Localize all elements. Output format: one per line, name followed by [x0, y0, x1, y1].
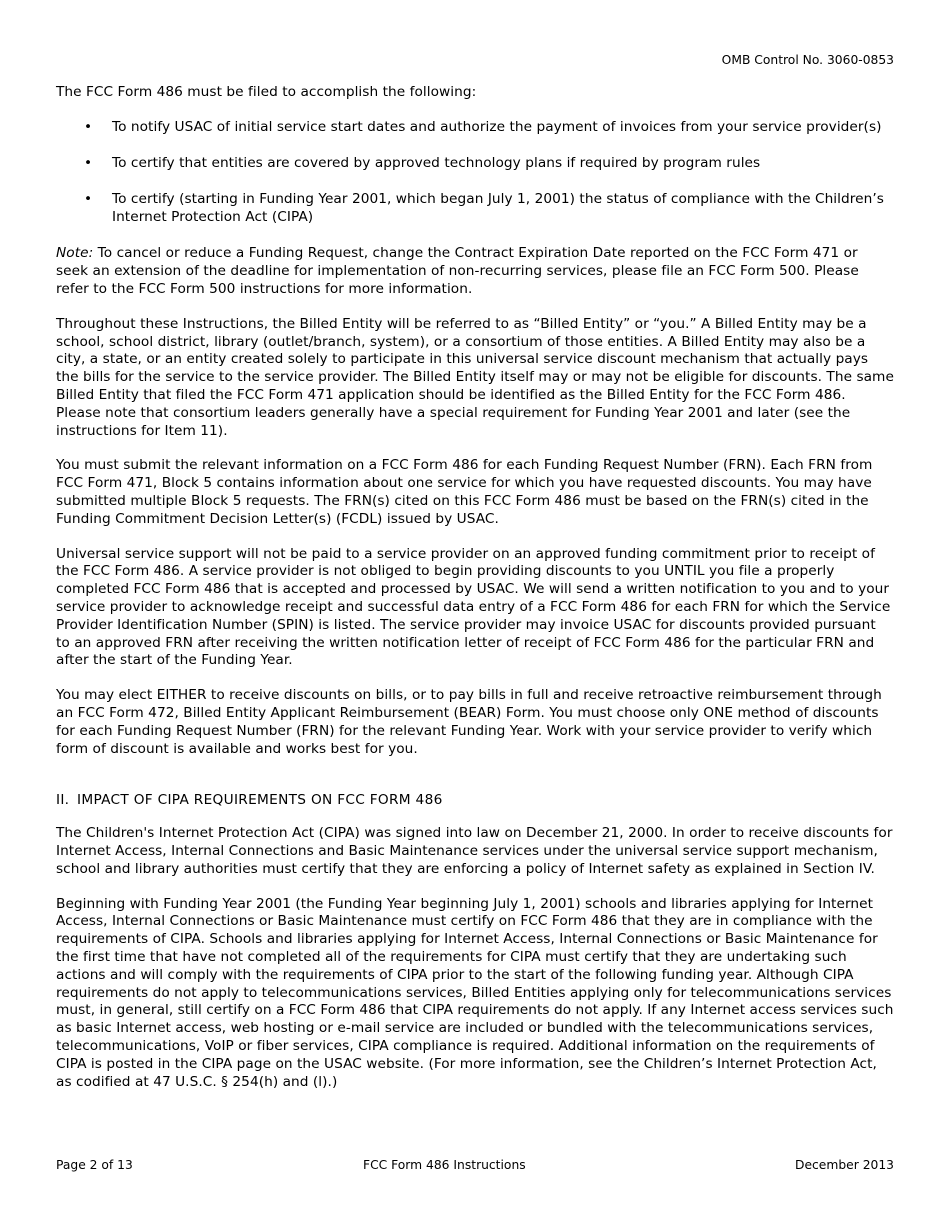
- cipa-requirements-paragraph: Beginning with Funding Year 2001 (the Funding Year beginning July 1, 2001) schools and libraries applying for Internet Access, Internal Connections or Basic Maintenance must certify on FCC Form 486 that they are in compliance with the requirements of CIPA. Schools and libraries applying for Internet Access, Internal Connections or Basic Maintenance for the first time that have not completed all of the requirements for CIPA must certify that they are undertaking such actions and will comply with the requirements of CIPA prior to the start of the following funding year. Although CIPA requirements do not apply to telecommunications services, Billed Entities applying only for telecommunications services must, in general, still certify on a FCC Form 486 that CIPA requirements do not apply. If any Internet access services such as basic Internet access, web hosting or e-mail service are included or bundled with the telecommunications services, telecommunications, VoIP or fiber services, CIPA compliance is required. Additional information on the requirements of CIPA is posted in the CIPA page on the USAC website. (For more information, see the Children’s Internet Protection Act, as codified at 47 U.S.C. § 254(h) and (l).): [56, 895, 894, 1090]
- document-body: [56, 84, 894, 1108]
- note-paragraph: [56, 245, 894, 298]
- bullet-icon: •: [84, 155, 93, 172]
- bullet-icon: •: [84, 191, 93, 208]
- section-number: II.: [56, 792, 70, 809]
- footer-document-title: FCC Form 486 Instructions: [363, 1158, 526, 1172]
- section-heading: [56, 792, 894, 810]
- document-page: [56, 0, 894, 1230]
- billed-entity-paragraph: Throughout these Instructions, the Billed Entity will be referred to as “Billed Entity” or “you.” A Billed Entity may be a school, school district, library (outlet/branch, system), or a consortium of those entities. A Billed Entity may also be a city, a state, or an entity created solely to participate in this universal service discount mechanism that actually pays the bills for the service to the service provider. The Billed Entity itself may or may not be eligible for discounts. The same Billed Entity that filed the FCC Form 471 application should be identified as the Billed Entity for the FCC Form 486. Please note that consortium leaders generally have a special requirement for Funding Year 2001 and later (see the instructions for Item 11).: [56, 315, 894, 439]
- elect-discount-paragraph: You may elect EITHER to receive discounts on bills, or to pay bills in full and receive retroactive reimbursement through an FCC Form 472, Billed Entity Applicant Reimbursement (BEAR) Form. You must choose only ONE method of discounts for each Funding Request Number (FRN) for the relevant Funding Year. Work with your service provider to verify which form of discount is available and works best for you.: [56, 687, 882, 757]
- bullet-icon: •: [84, 118, 93, 135]
- page-number: Page 2 of 13: [56, 1158, 133, 1172]
- list-item: [56, 191, 894, 227]
- list-item: [56, 155, 894, 173]
- intro-paragraph: The FCC Form 486 must be filed to accomplish the following:: [56, 84, 477, 100]
- footer-date: December 2013: [795, 1158, 894, 1172]
- purpose-list: [56, 119, 894, 227]
- submit-frn-paragraph: You must submit the relevant information on a FCC Form 486 for each Funding Request Number (FRN). Each FRN from FCC Form 471, Block 5 contains information about one service for which you have requested discounts. You may have submitted multiple Block 5 requests. The FRN(s) cited on this FCC Form 486 must be based on the FRN(s) cited in the Funding Commitment Decision Letter(s) (FCDL) issued by USAC.: [56, 457, 873, 527]
- cipa-intro-paragraph: The Children's Internet Protection Act (CIPA) was signed into law on December 21, 2000. In order to receive discounts for Internet Access, Internal Connections and Basic Maintenance services under the universal service support mechanism, school and library authorities must certify that they are enforcing a policy of Internet safety as explained in Section IV.: [56, 825, 893, 877]
- omb-control-number: OMB Control No. 3060-0853: [721, 53, 894, 67]
- section-title: IMPACT OF CIPA REQUIREMENTS ON FCC FORM 486: [77, 792, 443, 809]
- list-item-text: To notify USAC of initial service start dates and authorize the payment of invoices from your service provider(s): [112, 118, 882, 135]
- note-text: To cancel or reduce a Funding Request, change the Contract Expiration Date reported on the FCC Form 471 or seek an extension of the deadline for implementation of non-recurring services, please file an FCC Form 500. Please refer to the FCC Form 500 instructions for more information.: [56, 245, 859, 298]
- support-paragraph: Universal service support will not be paid to a service provider on an approved funding commitment prior to receipt of the FCC Form 486. A service provider is not obliged to begin providing discounts to you UNTIL you file a properly completed FCC Form 486 that is accepted and processed by USAC. We will send a written notification to you and to your service provider to acknowledge receipt and successful data entry of a FCC Form 486 for each FRN for which the Service Provider Identification Number (SPIN) is listed. The service provider may invoice USAC for discounts provided pursuant to an approved FRN after receiving the written notification letter of receipt of FCC Form 486 for the particular FRN and after the start of the Funding Year.: [56, 545, 891, 669]
- list-item-text: To certify (starting in Funding Year 2001, which began July 1, 2001) the status of compliance with the Children’s Internet Protection Act (CIPA): [112, 191, 884, 226]
- note-label: Note:: [56, 245, 94, 262]
- list-item: [56, 119, 894, 137]
- list-item-text: To certify that entities are covered by approved technology plans if required by program rules: [112, 155, 761, 172]
